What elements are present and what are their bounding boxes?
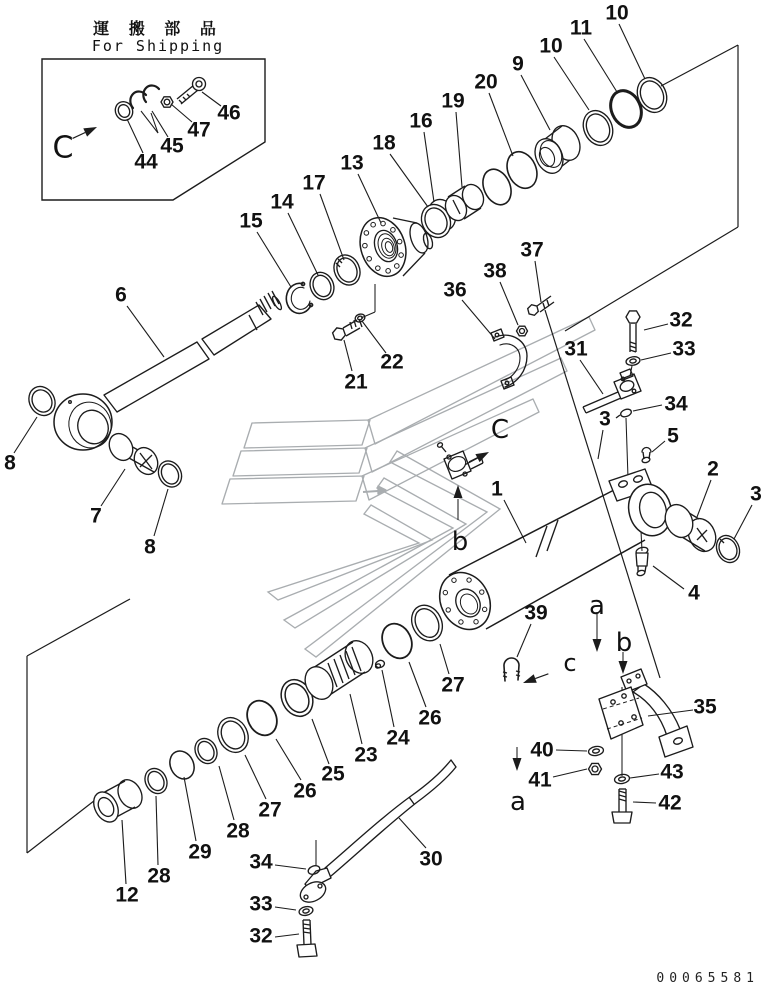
part-callout-40: 40 <box>530 738 554 762</box>
leader-line <box>344 340 352 371</box>
part-callout-3: 3 <box>599 407 611 431</box>
part-shape <box>302 908 309 913</box>
part-line <box>583 392 618 407</box>
part-poly <box>202 305 271 355</box>
part-callout-11: 11 <box>569 16 593 40</box>
part-shape <box>632 73 672 117</box>
part-line <box>503 672 507 673</box>
part-line <box>516 671 520 672</box>
part-callout-21: 21 <box>344 370 368 394</box>
part-path <box>291 287 310 309</box>
part-callout-28: 28 <box>147 864 171 888</box>
part-line <box>310 920 311 945</box>
part-poly <box>233 448 367 476</box>
leader-line <box>619 24 645 79</box>
part-line <box>503 676 507 677</box>
part-shape <box>592 748 599 753</box>
leader-line <box>320 194 344 260</box>
part-shape <box>625 356 640 367</box>
part-callout-10: 10 <box>539 34 563 58</box>
part-line <box>583 407 586 413</box>
part-path <box>504 658 519 681</box>
part-shape <box>191 735 221 768</box>
gland-seal-chain <box>286 70 672 340</box>
part-callout-13: 13 <box>340 151 364 175</box>
part-callout-15: 15 <box>239 209 263 233</box>
position-marker-b: b <box>451 527 469 557</box>
part-shape <box>411 605 444 642</box>
part-shape <box>377 619 418 664</box>
part-callout-47: 47 <box>187 118 211 142</box>
part-callout-33: 33 <box>672 337 696 361</box>
part-callout-46: 46 <box>217 101 241 125</box>
leader-line <box>156 796 158 865</box>
leader-line <box>154 489 168 536</box>
leader-line <box>553 769 587 777</box>
part-line <box>183 97 186 100</box>
part-callout-22: 22 <box>380 350 404 374</box>
part-callout-36: 36 <box>443 278 467 302</box>
position-marker-b: b <box>615 628 633 658</box>
frame-line <box>565 227 738 331</box>
part-callout-29: 29 <box>188 840 212 864</box>
arrow-tail <box>535 674 548 679</box>
part-callout-18: 18 <box>372 131 396 155</box>
part-poly <box>612 812 632 823</box>
part-path <box>284 478 466 628</box>
part-line <box>409 797 414 804</box>
part-line <box>619 791 626 793</box>
part-callout-17: 17 <box>302 171 326 195</box>
part-shape <box>630 358 637 363</box>
part-poly <box>368 317 595 444</box>
leader-line <box>184 777 196 841</box>
leader-line <box>630 774 659 778</box>
leader-line <box>275 907 296 910</box>
part-shape <box>618 776 625 781</box>
part-line <box>547 300 549 306</box>
part-callout-38: 38 <box>483 259 507 283</box>
leader-line <box>521 75 550 130</box>
part-poly <box>362 399 539 500</box>
part-line <box>619 799 626 801</box>
part-callout-42: 42 <box>658 791 682 815</box>
leader-line <box>390 154 428 207</box>
leader-line <box>500 282 518 325</box>
part-line <box>451 760 456 767</box>
leader-line <box>219 766 234 820</box>
part-shape <box>145 769 167 794</box>
shipping-kit <box>112 78 205 124</box>
part-callout-23: 23 <box>354 743 378 767</box>
part-shape <box>620 408 633 418</box>
part-shape <box>614 773 630 784</box>
hex-nut <box>589 763 602 774</box>
shipping-box-border <box>42 59 265 200</box>
part-poly <box>636 553 648 566</box>
part-line <box>536 526 547 557</box>
part-callout-10: 10 <box>605 1 629 25</box>
part-callout-27: 27 <box>258 798 282 822</box>
position-marker-a: a <box>510 787 526 817</box>
hose-pipe-assembly <box>297 658 520 957</box>
part-circle <box>495 333 499 337</box>
leader-line <box>358 174 381 223</box>
leader-line <box>644 324 668 330</box>
leader-line <box>535 261 541 302</box>
leader-line <box>350 694 362 744</box>
part-shape <box>217 717 249 753</box>
part-callout-31: 31 <box>564 337 588 361</box>
part-callout-8: 8 <box>144 535 156 559</box>
part-poly <box>659 726 693 757</box>
part-callout-28: 28 <box>226 819 250 843</box>
direction-arrow <box>83 127 97 137</box>
part-shape <box>716 535 740 562</box>
page-title-en: For Shipping <box>91 37 225 55</box>
leader-line <box>633 802 656 803</box>
part-shape <box>582 110 614 145</box>
leader-line <box>276 739 301 780</box>
part-circle <box>193 78 206 91</box>
leader-line <box>245 755 266 799</box>
part-path <box>633 684 680 736</box>
part-callout-43: 43 <box>660 760 684 784</box>
part-shape <box>641 457 650 464</box>
leader-line <box>489 93 513 156</box>
leader-line <box>504 500 526 543</box>
part-shape <box>54 394 112 450</box>
part-callout-44: 44 <box>134 150 158 174</box>
part-shape <box>588 745 604 756</box>
part-callout-34: 34 <box>664 392 688 416</box>
assembly-line <box>141 111 158 133</box>
leader-line <box>399 818 426 848</box>
part-shape <box>112 99 135 123</box>
part-callout-26: 26 <box>418 706 442 730</box>
part-line <box>334 659 343 683</box>
part-line <box>449 490 614 575</box>
position-marker-C: C <box>490 415 510 445</box>
part-shape <box>116 103 131 119</box>
part-line <box>303 924 310 925</box>
part-line <box>630 350 636 352</box>
part-shape <box>333 255 361 286</box>
part-shape <box>298 905 313 916</box>
leader-line <box>462 300 495 339</box>
part-callout-25: 25 <box>321 762 345 786</box>
hex-nut <box>626 311 640 323</box>
direction-arrow <box>593 639 602 652</box>
piston-seal-chain <box>89 600 448 826</box>
position-marker-C: C <box>52 130 74 166</box>
part-shape <box>310 272 334 299</box>
part-callout-4: 4 <box>688 581 700 605</box>
hex-nut <box>528 305 539 316</box>
part-line <box>486 540 645 629</box>
part-shape <box>329 251 364 289</box>
part-line <box>543 303 545 309</box>
part-callout-2: 2 <box>707 457 719 481</box>
leader-line <box>641 353 671 360</box>
leader-line <box>122 820 126 884</box>
part-line <box>393 218 417 223</box>
rod-assembly <box>24 291 283 491</box>
part-callout-19: 19 <box>441 89 465 113</box>
part-callout-3: 3 <box>750 482 762 506</box>
part-shape <box>158 461 182 487</box>
leader-line <box>362 321 386 353</box>
part-callout-1: 1 <box>491 477 503 501</box>
leader-line <box>580 360 603 394</box>
part-shape <box>154 457 186 491</box>
frame-line <box>661 45 738 86</box>
leader-line <box>734 505 752 539</box>
part-line <box>619 795 626 797</box>
leader-line <box>127 119 143 153</box>
part-callout-8: 8 <box>4 451 16 475</box>
leader-line <box>382 670 394 727</box>
leader-line <box>312 719 329 764</box>
part-shape <box>300 662 338 704</box>
part-line <box>363 491 378 492</box>
part-drawings <box>24 70 744 957</box>
part-shape <box>357 315 363 320</box>
clamp-c-fitting <box>437 442 483 479</box>
part-callout-12: 12 <box>115 883 139 907</box>
part-shape <box>28 386 56 415</box>
direction-arrow <box>513 758 522 771</box>
part-line <box>179 100 182 103</box>
leader-line <box>584 39 617 92</box>
part-path <box>642 448 651 453</box>
part-poly <box>104 342 209 412</box>
leader-line <box>456 112 462 187</box>
leader-line <box>554 57 589 110</box>
part-callout-35: 35 <box>693 695 717 719</box>
part-callout-9: 9 <box>512 52 524 76</box>
part-callout-14: 14 <box>270 190 294 214</box>
part-callout-32: 32 <box>669 308 693 332</box>
leader-line <box>697 480 711 517</box>
part-callout-37: 37 <box>520 238 544 262</box>
assembly-line <box>626 418 628 478</box>
part-callout-6: 6 <box>115 283 127 307</box>
hex-nut <box>161 97 173 107</box>
part-line <box>616 415 620 418</box>
part-shape <box>165 747 198 783</box>
part-line <box>177 85 194 99</box>
leader-line <box>633 405 662 411</box>
leader-line <box>127 306 164 357</box>
part-poly <box>222 476 364 504</box>
leader-line <box>517 624 531 657</box>
leader-line <box>556 750 587 751</box>
arrow-tail <box>73 132 86 138</box>
part-callout-39: 39 <box>524 601 548 625</box>
part-line <box>471 463 483 469</box>
position-marker-a: a <box>589 591 605 621</box>
part-callout-32: 32 <box>249 924 273 948</box>
leader-line <box>653 566 684 589</box>
part-poly <box>297 944 317 957</box>
part-line <box>346 328 360 336</box>
part-callout-27: 27 <box>441 673 465 697</box>
part-line <box>630 342 636 344</box>
hex-nut <box>517 326 528 336</box>
part-callout-45: 45 <box>160 134 184 158</box>
part-line <box>547 520 558 551</box>
leader-line <box>424 132 434 202</box>
part-line <box>303 928 310 929</box>
part-callout-24: 24 <box>386 726 410 750</box>
part-callout-26: 26 <box>293 779 317 803</box>
part-callout-30: 30 <box>419 847 443 871</box>
part-shape <box>712 532 743 567</box>
leader-line <box>652 441 665 452</box>
position-marker-c: c <box>563 649 577 677</box>
part-callout-16: 16 <box>409 109 433 133</box>
part-callout-5: 5 <box>667 424 679 448</box>
leader-line <box>598 430 603 459</box>
part-callout-34: 34 <box>249 850 273 874</box>
part-callout-7: 7 <box>90 504 102 528</box>
part-shape <box>353 212 413 283</box>
part-shape <box>141 765 171 798</box>
part-poly <box>244 420 370 448</box>
part-callout-33: 33 <box>249 892 273 916</box>
page-title-jp: 運 搬 部 品 <box>93 19 223 38</box>
direction-arrow <box>619 661 628 674</box>
leader-line <box>275 934 299 937</box>
leader-line <box>275 865 306 869</box>
part-line <box>630 346 636 348</box>
frame-line <box>27 599 130 656</box>
part-shape <box>306 269 338 304</box>
direction-arrow <box>523 674 537 683</box>
part-line <box>540 302 554 312</box>
leader-line <box>14 417 37 453</box>
leader-line <box>288 213 318 275</box>
hex-nut <box>333 328 346 340</box>
part-line <box>187 94 190 97</box>
part-shape <box>354 313 366 324</box>
part-shape <box>195 739 217 764</box>
leader-line <box>440 644 449 674</box>
part-callout-41: 41 <box>528 768 552 792</box>
leader-line <box>101 469 125 506</box>
leader-line <box>409 662 426 707</box>
part-line <box>516 675 520 676</box>
part-callout-20: 20 <box>474 70 498 94</box>
doc-number: 00065581 <box>656 971 759 985</box>
leader-line <box>257 232 291 287</box>
